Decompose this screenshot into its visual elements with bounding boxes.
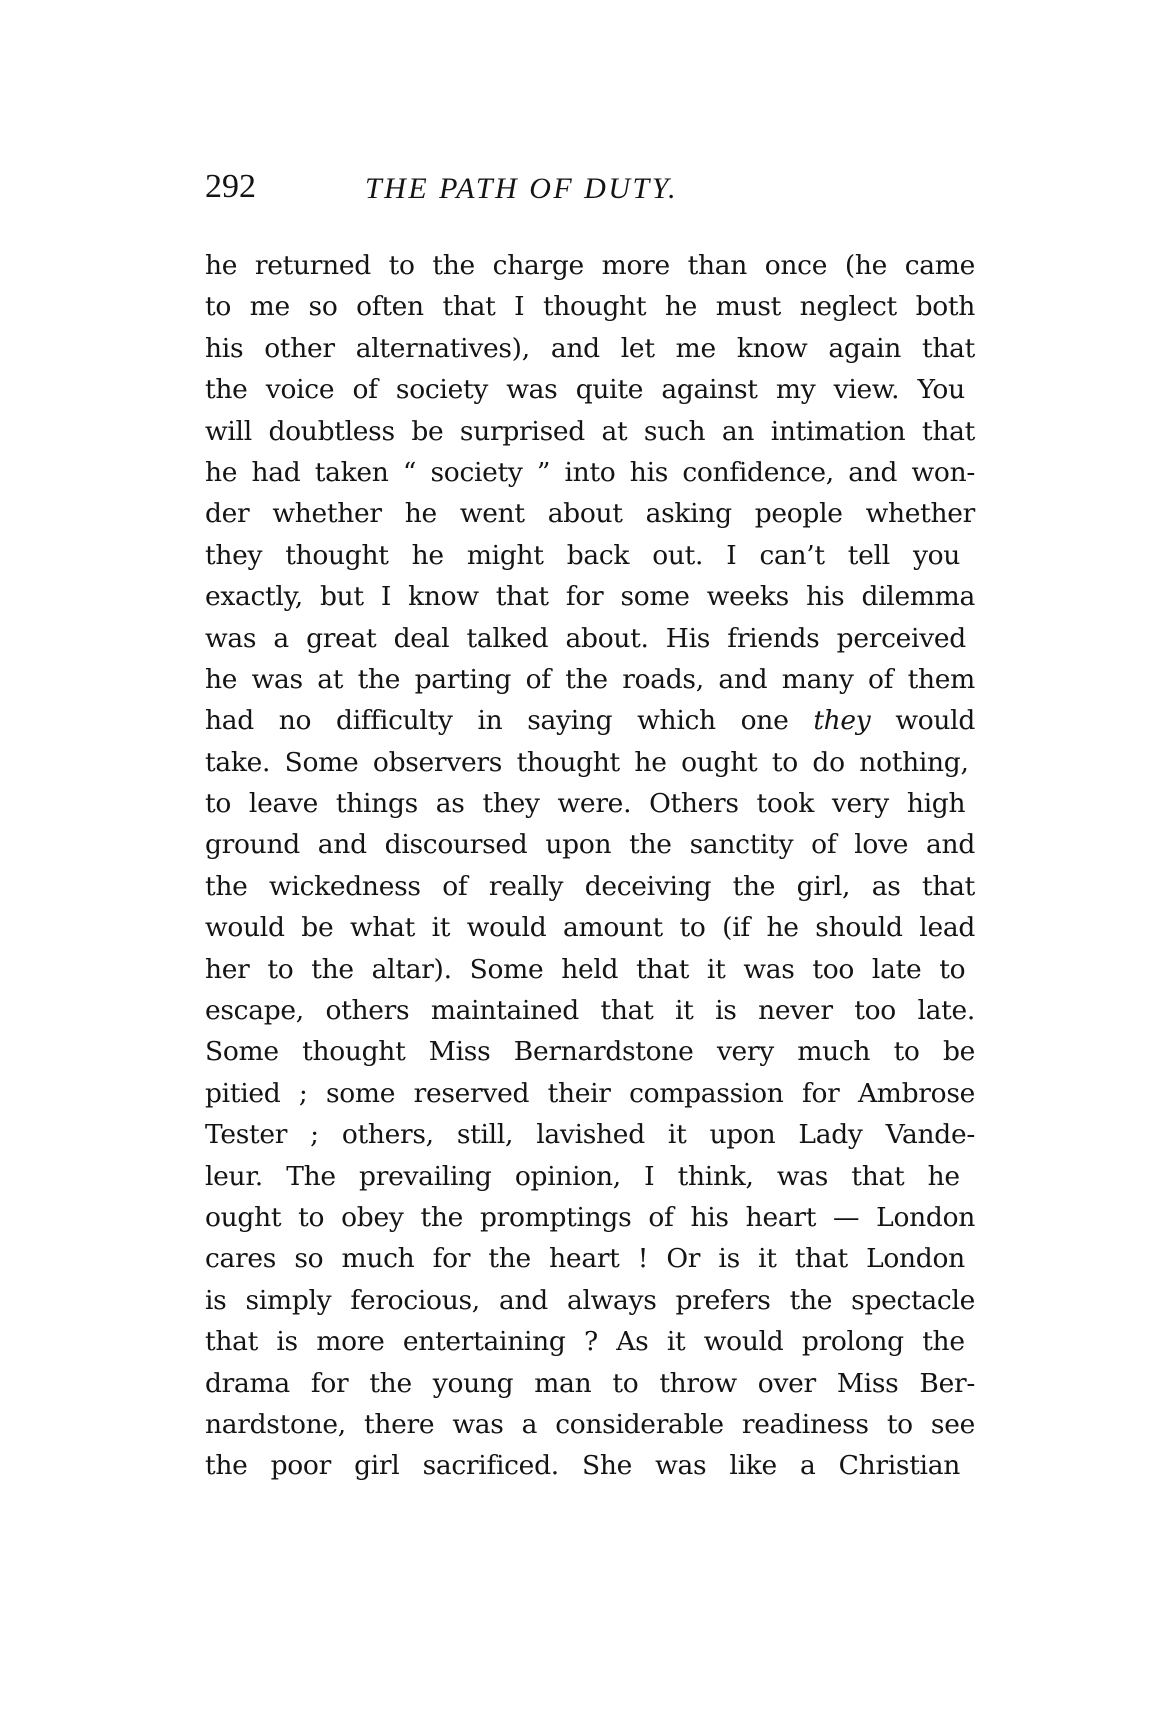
text-line: would be what it would amount to (if he should lead xyxy=(205,912,975,944)
page-header xyxy=(205,167,975,217)
text-line: nardstone, there was a considerable readiness to see xyxy=(205,1408,975,1440)
text-line: the wickedness of really deceiving the girl, as that xyxy=(205,870,975,902)
text-line: escape, others maintained that it is never too late. xyxy=(205,995,975,1027)
text-line: der whether he went about asking people whether xyxy=(205,498,975,530)
text-line: exactly, but I know that for some weeks his dilemma xyxy=(205,581,975,613)
emphasized-word: they xyxy=(813,705,871,737)
text-line: Tester ; others, still, lavished it upon Lady Vande- xyxy=(205,1119,975,1151)
text-line: her to the altar). Some held that it was too late to xyxy=(205,953,966,985)
text-line: the poor girl sacrificed. She was like a Christian xyxy=(205,1450,960,1482)
text-line: take. Some observers thought he ought to do nothing, xyxy=(205,746,969,778)
text-line: had no difficulty in saying which one they would xyxy=(205,705,975,737)
text-line: cares so much for the heart ! Or is it that London xyxy=(205,1243,965,1275)
text-line: he was at the parting of the roads, and many of them xyxy=(205,663,975,695)
text-line: drama for the young man to throw over Miss Ber- xyxy=(205,1367,975,1399)
text-line: leur. The prevailing opinion, I think, was that he xyxy=(205,1160,960,1192)
text-line: his other alternatives), and let me know again that xyxy=(205,332,975,364)
text-line: is simply ferocious, and always prefers the spectacle xyxy=(205,1284,975,1316)
text-line: will doubtless be surprised at such an intimation that xyxy=(205,415,975,447)
text-line: the voice of society was quite against my view. You xyxy=(205,374,965,406)
text-line: he had taken “ society ” into his confidence, and won- xyxy=(205,456,975,488)
text-line: pitied ; some reserved their compassion for Ambrose xyxy=(205,1077,975,1109)
text-line: ground and discoursed upon the sanctity of love and xyxy=(205,829,975,861)
text-line: that is more entertaining ? As it would prolong the xyxy=(205,1326,965,1358)
body-text xyxy=(205,245,975,1487)
text-line: Some thought Miss Bernardstone very much to be xyxy=(205,1036,975,1068)
text-line: ought to obey the promptings of his heart — London xyxy=(205,1201,975,1233)
text-line: he returned to the charge more than once (he came xyxy=(205,250,975,281)
text-line: to leave things as they were. Others took very high xyxy=(205,788,966,820)
text-line: to me so often that I thought he must neglect both xyxy=(205,291,975,323)
text-line: was a great deal talked about. His friends perceived xyxy=(205,622,966,654)
running-head: THE PATH OF DUTY. xyxy=(365,172,679,205)
text-line: they thought he might back out. I can’t tell you xyxy=(205,539,961,571)
page-number: 292 xyxy=(205,168,256,205)
